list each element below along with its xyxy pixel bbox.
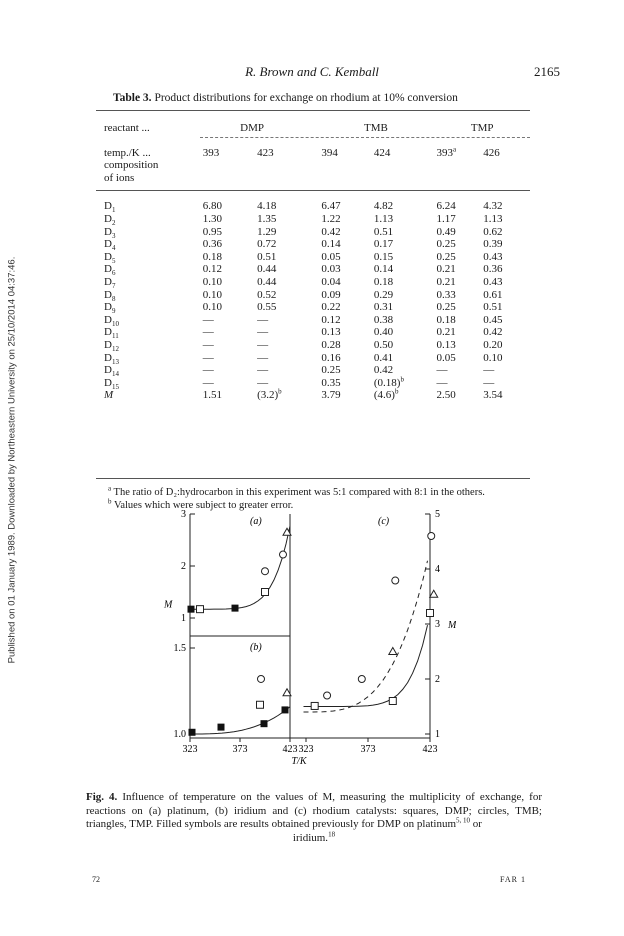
row-label: $D_{13}$ bbox=[104, 351, 119, 366]
fit-curve bbox=[190, 707, 290, 734]
table-cell: 0.14 bbox=[321, 238, 341, 251]
figure-caption-or: or bbox=[470, 818, 482, 830]
footer-journal: FAR 1 bbox=[500, 875, 526, 884]
table-row bbox=[100, 213, 530, 226]
x-tick-label: 323 bbox=[298, 744, 314, 755]
table-row bbox=[100, 314, 530, 327]
table-cell: — bbox=[257, 326, 269, 339]
download-watermark bbox=[4, 160, 20, 760]
temp-cell: 424 bbox=[373, 146, 391, 159]
running-header bbox=[0, 64, 624, 82]
y-axis-label: M bbox=[164, 599, 173, 611]
table-row bbox=[100, 276, 530, 289]
table-cell: 0.25 bbox=[436, 301, 456, 314]
table-cell: 0.42 bbox=[483, 326, 503, 339]
table-cell: 0.04 bbox=[321, 275, 341, 288]
filled-square-marker bbox=[261, 720, 268, 727]
filled-square-marker bbox=[282, 706, 289, 713]
table-row bbox=[100, 238, 530, 251]
row-label: $D_3$ bbox=[104, 225, 116, 240]
figure-4-plot bbox=[156, 506, 456, 788]
row-label: $D_1$ bbox=[104, 200, 116, 215]
table-cell: 4.18 bbox=[257, 200, 277, 213]
table-reactant-row bbox=[100, 122, 530, 135]
table-cell: 0.05 bbox=[436, 351, 456, 364]
table-cell: 0.12 bbox=[321, 313, 341, 326]
table-cell: 0.22 bbox=[321, 301, 341, 314]
table-cell: 0.12 bbox=[202, 263, 222, 276]
row-label: $D_4$ bbox=[104, 238, 116, 253]
square-marker bbox=[262, 589, 269, 596]
y-tick-label: 3 bbox=[181, 509, 186, 520]
row-label: $D_5$ bbox=[104, 250, 116, 265]
filled-square-marker bbox=[188, 606, 195, 613]
table-cell: 0.03 bbox=[321, 263, 341, 276]
table-cell: 0.50 bbox=[373, 338, 394, 351]
table-cell: 0.18 bbox=[373, 275, 394, 288]
table-cell: 1.30 bbox=[202, 212, 222, 225]
row-label: $D_7$ bbox=[104, 275, 116, 291]
filled-square-marker bbox=[189, 729, 196, 736]
y-tick-label: 3 bbox=[435, 619, 440, 630]
table-row bbox=[100, 263, 530, 276]
table-cell: 0.15 bbox=[373, 250, 394, 263]
table-cell: 0.21 bbox=[436, 326, 456, 339]
table-cell: 0.10 bbox=[202, 288, 222, 301]
square-marker bbox=[311, 702, 318, 709]
table-cell: 6.24 bbox=[436, 200, 456, 213]
table-caption bbox=[113, 92, 458, 104]
product-distribution-table bbox=[100, 122, 530, 402]
row-label: $D_9$ bbox=[104, 301, 116, 316]
table-cell: 0.09 bbox=[321, 288, 341, 301]
running-header-authors: R. Brown and C. Kemball bbox=[245, 64, 379, 79]
table-cell: 0.29 bbox=[373, 288, 394, 301]
table-cell: 0.31 bbox=[373, 301, 394, 314]
temp-value: 393 bbox=[436, 146, 453, 159]
table-cell: 1.51 bbox=[202, 389, 222, 402]
figure-caption-refs: 18 bbox=[328, 829, 336, 838]
table-cell: 0.40 bbox=[373, 326, 394, 339]
fit-curve-dashed bbox=[304, 561, 428, 712]
row-label: $D_{11}$ bbox=[104, 326, 119, 341]
fit-curve bbox=[190, 526, 290, 609]
circle-marker bbox=[262, 568, 269, 575]
group-tmb: TMB bbox=[364, 122, 388, 134]
group-tmp: TMP bbox=[470, 122, 494, 134]
table-cell: 0.21 bbox=[436, 263, 456, 276]
table-cell: $(4.6)^b$ bbox=[373, 387, 399, 402]
table-row bbox=[100, 339, 530, 352]
table-cell: — bbox=[257, 351, 269, 364]
x-tick-label: 373 bbox=[360, 744, 376, 755]
temp-cell: 423 bbox=[257, 146, 274, 159]
composition-label: composition bbox=[104, 159, 159, 172]
table-cell: 0.10 bbox=[202, 275, 222, 288]
footnote-mark: a bbox=[108, 484, 112, 493]
table-cell: 0.45 bbox=[483, 313, 503, 326]
row-label: $D_{14}$ bbox=[104, 364, 119, 379]
table-cell: 1.29 bbox=[257, 225, 277, 238]
filled-square-marker bbox=[232, 605, 239, 612]
table-cell: 0.13 bbox=[436, 338, 456, 351]
table-cell: — bbox=[483, 376, 495, 389]
table-cell: 0.95 bbox=[202, 225, 222, 238]
figure-4 bbox=[156, 506, 456, 793]
table-cell: 6.80 bbox=[202, 200, 222, 213]
table-row bbox=[100, 251, 530, 264]
table-cell: 0.62 bbox=[483, 225, 503, 238]
table-cell: 0.51 bbox=[257, 250, 277, 263]
footnote-a bbox=[108, 486, 528, 499]
table-cell: 0.44 bbox=[257, 275, 277, 288]
footer-number: 72 bbox=[92, 875, 100, 884]
page-number: 2165 bbox=[534, 64, 560, 79]
table-row bbox=[100, 326, 530, 339]
table-cell: 0.25 bbox=[436, 250, 456, 263]
table-row bbox=[100, 200, 530, 213]
table-cell: 0.21 bbox=[436, 275, 456, 288]
table-cell: 0.42 bbox=[373, 364, 394, 377]
row-label: $D_6$ bbox=[104, 263, 116, 278]
table-cell: 4.32 bbox=[483, 200, 503, 213]
table-cell: 0.43 bbox=[483, 275, 503, 288]
table-cell: 0.38 bbox=[373, 313, 394, 326]
temp-cell: 394 bbox=[321, 146, 338, 159]
x-tick-label: 373 bbox=[232, 744, 248, 755]
x-tick-label: 423 bbox=[422, 744, 438, 755]
figure-caption-label: Fig. 4. bbox=[86, 791, 118, 803]
row-label: M bbox=[104, 389, 114, 402]
table-cell: — bbox=[257, 313, 269, 326]
table-cell: 4.82 bbox=[373, 200, 394, 213]
temp-cell: 393 bbox=[202, 146, 220, 159]
circle-marker bbox=[280, 551, 287, 558]
table-cell: — bbox=[202, 313, 214, 326]
footnote-mark: a bbox=[452, 144, 457, 153]
table-cell: 0.10 bbox=[202, 301, 222, 314]
table-cell: 1.13 bbox=[483, 212, 503, 225]
table-cell: 0.41 bbox=[373, 351, 394, 364]
table-cell: 0.33 bbox=[436, 288, 456, 301]
table-cell: 1.17 bbox=[436, 212, 456, 225]
x-tick-label: 323 bbox=[182, 744, 198, 755]
square-marker bbox=[389, 698, 396, 705]
table-cell: 2.50 bbox=[436, 389, 456, 402]
triangle-marker bbox=[430, 590, 438, 597]
table-cell: 0.72 bbox=[257, 238, 277, 251]
table-row bbox=[100, 301, 530, 314]
filled-square-marker bbox=[218, 724, 225, 731]
table-cell: 0.61 bbox=[483, 288, 503, 301]
group-dmp: DMP bbox=[240, 122, 264, 134]
table-row bbox=[100, 389, 530, 402]
circle-marker bbox=[358, 676, 365, 683]
figure-caption-refs: 5, 10 bbox=[456, 816, 470, 825]
footnote-a-text: The ratio of D₂:hydrocarbon in this experiment was 5:1 compared with 8:1 in the others. bbox=[113, 487, 485, 498]
table-cell: 0.25 bbox=[321, 364, 341, 377]
table-cell: 0.42 bbox=[321, 225, 341, 238]
table-cell: — bbox=[257, 338, 269, 351]
temp-cell bbox=[434, 144, 483, 160]
table-cell: 6.47 bbox=[321, 200, 341, 213]
table-cell: — bbox=[436, 364, 448, 377]
table-row bbox=[100, 226, 530, 239]
row-label: $D_8$ bbox=[104, 288, 116, 303]
table-cell: 0.18 bbox=[436, 313, 456, 326]
figure-caption bbox=[86, 791, 542, 845]
x-axis-label: T/K bbox=[291, 756, 307, 767]
row-label: $D_{15}$ bbox=[104, 376, 119, 391]
fit-curve bbox=[304, 625, 428, 706]
row-label: $D_{10}$ bbox=[104, 313, 119, 328]
figure-caption-end: iridium. bbox=[292, 831, 329, 844]
table-cell: 0.35 bbox=[321, 376, 341, 389]
table-label: Table 3. bbox=[113, 92, 152, 104]
table-cell: 0.44 bbox=[257, 263, 277, 276]
table-cell: 0.51 bbox=[373, 225, 394, 238]
square-marker bbox=[257, 701, 264, 708]
table-cell: 3.79 bbox=[321, 389, 341, 402]
table-cell: 0.39 bbox=[483, 238, 503, 251]
table-cell: 0.51 bbox=[483, 301, 503, 314]
panel-label-c: (c) bbox=[378, 516, 390, 527]
table-row bbox=[100, 289, 530, 302]
table-cell: 0.43 bbox=[483, 250, 503, 263]
table-cell: 0.17 bbox=[373, 238, 394, 251]
y-tick-label: 4 bbox=[435, 564, 440, 575]
square-marker bbox=[197, 606, 204, 613]
table-cell: 1.35 bbox=[257, 212, 277, 225]
x-tick-label: 423 bbox=[282, 744, 298, 755]
table-cell: 0.25 bbox=[436, 238, 456, 251]
y-tick-label: 1 bbox=[181, 613, 186, 624]
of-ions-label: of ions bbox=[104, 171, 135, 184]
table-cell: — bbox=[257, 364, 269, 377]
table-top-rule bbox=[96, 110, 530, 111]
table-cell: 0.52 bbox=[257, 288, 277, 301]
table-cell: 0.13 bbox=[321, 326, 341, 339]
y-tick-label: 2 bbox=[181, 561, 186, 572]
circle-marker bbox=[324, 692, 331, 699]
triangle-marker bbox=[389, 648, 397, 655]
table-cell: 0.49 bbox=[436, 225, 456, 238]
table-cell: 0.14 bbox=[373, 263, 394, 276]
table-cell: $(0.18)^b$ bbox=[373, 375, 404, 389]
table-cell: — bbox=[483, 364, 495, 377]
row-label: $D_{12}$ bbox=[104, 338, 119, 354]
table-cell: — bbox=[257, 376, 269, 389]
table-cell: — bbox=[202, 338, 214, 351]
table-cell: — bbox=[202, 376, 214, 389]
table-cell: 0.05 bbox=[321, 250, 341, 263]
download-note-text: Published on 01 January 1989. Downloaded by Northeastern University on 25/10/2014 04:37:46. bbox=[6, 256, 18, 664]
table-cell: 0.20 bbox=[483, 338, 503, 351]
y-tick-label: 1.5 bbox=[173, 643, 186, 654]
panel-label-b: (b) bbox=[250, 642, 262, 653]
y-tick-label: 5 bbox=[435, 509, 440, 520]
table-row bbox=[100, 377, 530, 390]
footnote-b-text: Values which were subject to greater error. bbox=[113, 500, 294, 511]
table-cell: — bbox=[202, 326, 214, 339]
reactant-label: reactant ... bbox=[104, 122, 150, 134]
table-cell: — bbox=[436, 376, 448, 389]
footnote-mark: b bbox=[108, 497, 112, 506]
circle-marker bbox=[392, 577, 399, 584]
square-marker bbox=[427, 610, 434, 617]
table-cell: 0.16 bbox=[321, 351, 341, 364]
table-bottom-rule bbox=[96, 478, 530, 479]
row-label: $D_2$ bbox=[104, 212, 116, 228]
figure-caption-text: Influence of temperature on the values of M, measuring the multiplicity of exchange, for reactions on (a) platinum, (b) iridium and (c) rhodium catalysts: squares, DMP; circles, TMB; triangles, TMP. Filled symbols are results obtained previously for DMP on platinum bbox=[86, 791, 543, 830]
table-caption-text: Product distributions for exchange on rhodium at 10% conversion bbox=[154, 92, 458, 104]
table-cell: 0.55 bbox=[257, 301, 277, 314]
table-cell: 3.54 bbox=[483, 389, 503, 402]
y-tick-label: 1 bbox=[435, 729, 440, 740]
table-row bbox=[100, 352, 530, 365]
y-tick-label: 1.0 bbox=[173, 729, 186, 740]
table-cell: 0.10 bbox=[483, 351, 503, 364]
y-tick-label: 2 bbox=[435, 674, 440, 685]
circle-marker bbox=[258, 675, 265, 682]
table-cell: 0.18 bbox=[202, 250, 222, 263]
table-cell: 1.22 bbox=[321, 212, 341, 225]
table-temp-row bbox=[100, 147, 530, 160]
table-cell: — bbox=[202, 364, 214, 377]
table-cell: $(3.2)^b$ bbox=[257, 387, 282, 402]
table-cell: 0.36 bbox=[202, 238, 222, 251]
panel-label-a: (a) bbox=[250, 516, 262, 527]
circle-marker bbox=[428, 533, 435, 540]
y-axis-label: M bbox=[448, 620, 456, 631]
temp-label: temp./K ... bbox=[104, 146, 151, 159]
table-cell: 1.13 bbox=[373, 212, 394, 225]
table-cell: 0.36 bbox=[483, 263, 503, 276]
table-cell: 0.28 bbox=[321, 338, 341, 351]
table-row bbox=[100, 364, 530, 377]
temp-cell: 426 bbox=[483, 146, 500, 159]
table-cell: — bbox=[202, 351, 214, 364]
